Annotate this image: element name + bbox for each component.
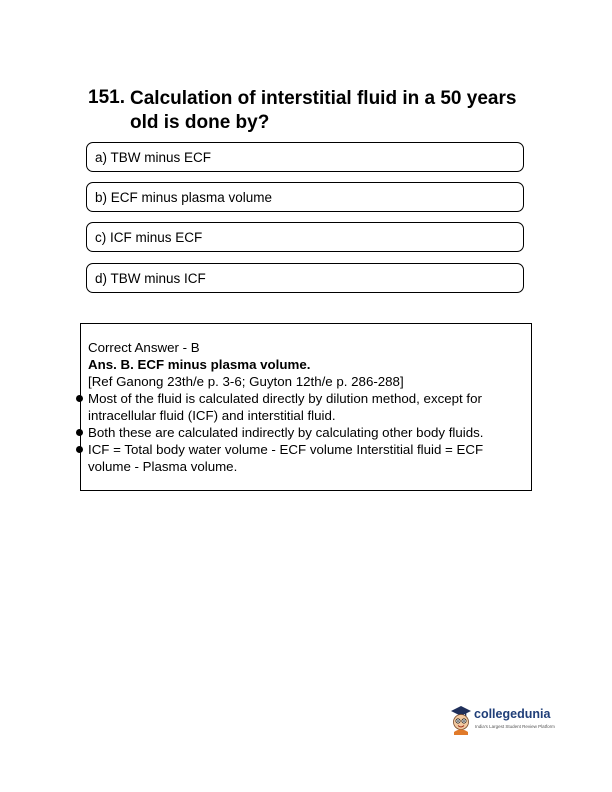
- correct-answer-text: Correct Answer - B: [88, 340, 200, 355]
- logo-tagline: India's Largest Student Review Platform: [475, 724, 555, 729]
- answer-reference: [Ref Ganong 23th/e p. 3-6; Guyton 12th/e p. 286-288]: [88, 374, 404, 389]
- answer-heading: Ans. B. ECF minus plasma volume.: [88, 357, 311, 372]
- answer-box: [80, 323, 532, 491]
- option-c-label: c) ICF minus ECF: [95, 230, 203, 245]
- option-d[interactable]: [86, 263, 524, 293]
- collegedunia-logo: [450, 703, 555, 741]
- answer-bullet-3: [88, 441, 525, 475]
- bullet-icon: [76, 395, 83, 402]
- logo-name: collegedunia: [474, 707, 551, 721]
- question-number: 151.: [88, 87, 125, 108]
- answer-bullet-3-text: ICF = Total body water volume - ECF volume Interstitial fluid = ECF volume - Plasma volume.: [88, 442, 484, 474]
- bullet-icon: [76, 429, 83, 436]
- option-b-label: b) ECF minus plasma volume: [95, 190, 273, 205]
- answer-bullet-2: [88, 424, 525, 441]
- option-a-label: a) TBW minus ECF: [95, 150, 212, 165]
- answer-bullet-1-text: Most of the fluid is calculated directly by dilution method, except for intracellular fluid (ICF) and interstitial fluid.: [88, 391, 482, 423]
- answer-bullet-2-text: Both these are calculated indirectly by calculating other body fluids.: [88, 425, 484, 440]
- answer-bullet-1: [88, 390, 525, 424]
- question-text: Calculation of interstitial fluid in a 50 years old is done by?: [130, 88, 517, 133]
- option-a[interactable]: [86, 142, 524, 172]
- bullet-icon: [76, 446, 83, 453]
- graduate-mascot-icon: [450, 705, 472, 735]
- option-b[interactable]: [86, 182, 524, 212]
- option-c[interactable]: [86, 222, 524, 252]
- option-d-label: d) TBW minus ICF: [95, 271, 206, 286]
